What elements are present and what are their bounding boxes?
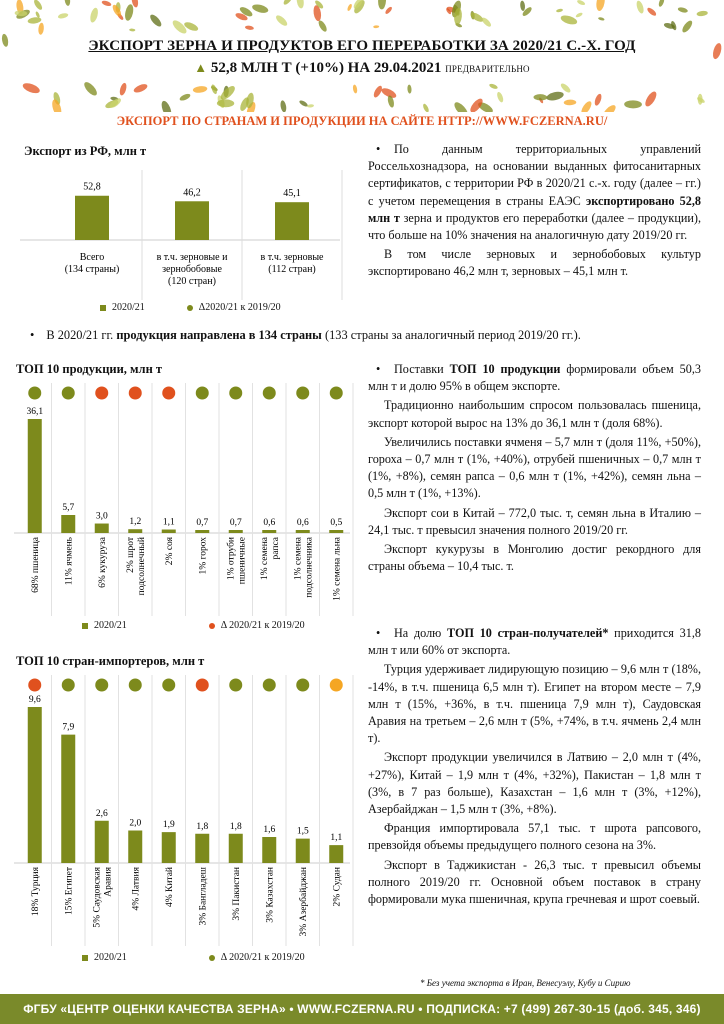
- delta-dot: [95, 387, 108, 400]
- legend-square-icon: [82, 623, 88, 629]
- legend-dot-icon: [209, 955, 215, 961]
- leaf-shape: [575, 12, 583, 18]
- leaf-shape: [64, 0, 71, 6]
- legend-item: 2020/21: [94, 952, 127, 963]
- paragraph-bold: экспортировано 52,8 млн т: [368, 193, 701, 225]
- text-block-1: [368, 141, 701, 283]
- leaf-shape: [564, 99, 577, 105]
- triangle-up-icon: ▲: [194, 60, 208, 75]
- line-text: В 2020/21 гг.: [46, 328, 117, 342]
- paragraph: Турция удерживает лидирующую позицию – 9,6 млн т (18%, -14%, в т.ч. пшеница 6,5 млн т). Египет на втором месте – 7,9 млн т (15%, +36%, в т.ч. пшеница 7,9 млн т), Саудовская Аравия на третьем – 2,6 млн т (5%, +74%, в т.ч. ячмень 2,4 млн т).: [368, 662, 701, 746]
- bar-value-label: 1,8: [196, 821, 209, 832]
- bar-value-label: 36,1: [26, 407, 44, 417]
- leaf-shape: [452, 100, 470, 112]
- bar: [61, 735, 75, 863]
- leaf-shape: [296, 0, 305, 9]
- leaf-shape: [646, 6, 657, 17]
- category-label: 3% Азербайджан: [298, 867, 309, 937]
- bar: [229, 530, 243, 533]
- leaf-shape: [307, 104, 314, 108]
- legend-item: 2020/21: [94, 620, 127, 631]
- leaf-shape: [496, 91, 505, 103]
- bar: [329, 845, 343, 863]
- paragraph: Увеличились поставки ячменя – 5,7 млн т (доля 11%, +50%), гороха – 0,7 млн т (1%, +40%), отрубей пшеничных – 0,7 млн т (1%, +8%), семян рапса – 0,6 млн т (1%, +42%), семян льна – 0,5 млн т (1%, +13%).: [368, 434, 701, 501]
- subtitle-note: ПРЕДВАРИТЕЛЬНО: [445, 64, 530, 74]
- leaf-shape: [274, 14, 289, 28]
- bar-value-label: 1,8: [229, 821, 242, 832]
- leaf-shape: [593, 93, 602, 106]
- leaf-shape: [27, 16, 41, 24]
- bar: [95, 821, 109, 863]
- leaf-shape: [352, 84, 358, 93]
- site-link-line[interactable]: ЭКСПОРТ ПО СТРАНАМ И ПРОДУКЦИИ НА САЙТЕ HTTP://WWW.FCZERNA.RU/: [116, 114, 608, 128]
- category-label: 1% отруби: [226, 537, 237, 581]
- paragraph-text: зерна и продуктов его переработки (далее – продукции), что больше на 10% значения на аналогичную дату 2019/20 гг.: [368, 210, 701, 243]
- paragraph-text: Поставки: [394, 362, 450, 376]
- leaf-shape: [635, 0, 645, 14]
- bar: [195, 834, 209, 863]
- bar-value-label: 0,7: [196, 518, 209, 528]
- legend-item: 2020/21: [112, 302, 145, 313]
- bar-value-label: 46,2: [183, 187, 201, 199]
- category-label: 4% Латвия: [131, 867, 142, 911]
- leaf-shape: [101, 0, 112, 7]
- category-label: 1% семена льна: [332, 537, 343, 601]
- category-label: 15% Египет: [64, 867, 75, 916]
- line-text: (133 страны за аналогичный период 2019/20 гг.).: [321, 328, 581, 342]
- category-label: 3% Казахстан: [265, 867, 276, 923]
- chart2-legend: [82, 620, 305, 631]
- bar: [262, 837, 276, 863]
- chart1-title: Экспорт из РФ, млн т: [24, 144, 147, 158]
- category-label: 68% пшеница: [30, 537, 41, 593]
- bar: [75, 196, 109, 240]
- header: [0, 38, 724, 77]
- leaf-shape: [82, 80, 99, 97]
- leaf-shape: [347, 3, 353, 11]
- bar-value-label: 0,5: [330, 518, 343, 528]
- subtitle-main: 52,8 МЛН Т (+10%) НА 29.04.2021: [210, 60, 442, 76]
- category-label: (134 страны): [64, 264, 120, 275]
- bar: [329, 530, 343, 533]
- category-label: 5% Саудовская: [92, 867, 103, 928]
- leaf-shape: [598, 17, 605, 21]
- chart3-title: ТОП 10 стран-импортеров, млн т: [16, 654, 205, 668]
- leaf-shape: [119, 82, 128, 96]
- legend-item: Δ 2020/21 к 2019/20: [220, 952, 305, 963]
- leaf-shape: [601, 103, 618, 112]
- paragraph-text: По данным территориальных управлений Россельхознадзора, на основании выданных фитосанитарных сертификатов, с территории РФ в 2020/21 с.-х. году (далее – гг.) с учетом перемещения в страны ЕАЭС: [368, 142, 701, 208]
- leaf-shape: [624, 100, 642, 108]
- leaf-shape: [681, 19, 694, 34]
- leaf-shape: [148, 13, 163, 29]
- paragraph-bold: ТОП 10 продукции: [449, 362, 561, 376]
- bar: [275, 202, 309, 240]
- bar-value-label: 0,6: [296, 518, 309, 528]
- leaf-shape: [89, 7, 99, 23]
- leaf-shape: [21, 81, 41, 95]
- delta-dot: [263, 679, 276, 692]
- leaf-shape: [560, 14, 579, 26]
- category-label: 1% семена: [293, 537, 304, 581]
- category-label: зернобобовые: [162, 264, 222, 275]
- leaf-shape: [373, 25, 379, 28]
- bar: [61, 515, 75, 533]
- category-label: 4% Китай: [164, 867, 175, 908]
- bar-value-label: 1,5: [296, 826, 309, 837]
- leaf-shape: [533, 94, 547, 101]
- paragraph: Традиционно наибольшим спросом пользовалась пшеница, экспорт которой вырос на 13% до 36,1 млн т (доля 68%).: [368, 398, 701, 430]
- delta-dot: [196, 387, 209, 400]
- leaf-shape: [576, 0, 585, 6]
- bar-value-label: 45,1: [283, 188, 301, 200]
- category-label: пшеничные: [237, 537, 248, 585]
- delta-dot: [129, 387, 142, 400]
- bar-value-label: 3,0: [95, 511, 108, 522]
- leaf-shape: [546, 90, 565, 102]
- category-label: 1% семена: [259, 537, 270, 581]
- leaf-shape: [378, 0, 387, 10]
- category-label: 2% Судан: [332, 867, 343, 907]
- bar-value-label: 52,8: [83, 181, 101, 193]
- bar: [229, 834, 243, 863]
- paragraph-text: приходится 31,8 млн т или 60% от экспорта.: [368, 626, 701, 658]
- leaf-shape: [696, 10, 708, 17]
- bar-value-label: 1,6: [263, 825, 276, 835]
- bar-value-label: 1,1: [162, 517, 175, 528]
- leaf-shape: [192, 85, 207, 93]
- bar: [296, 530, 310, 533]
- paragraph: Экспорт кукурузы в Монголию достиг рекордного для страны объема – 10,4 тыс. т.: [368, 542, 701, 574]
- leaf-shape: [384, 6, 393, 15]
- bar-value-label: 2,0: [129, 818, 142, 829]
- leaf-shape: [520, 0, 526, 11]
- leaf-shape: [556, 8, 563, 13]
- leaf-shape: [407, 84, 412, 93]
- delta-dot: [296, 387, 309, 400]
- chart-top10-importers: [10, 670, 360, 946]
- delta-dot: [229, 679, 242, 692]
- leaf-shape: [658, 0, 666, 7]
- bar: [296, 839, 310, 863]
- delta-dot: [196, 679, 209, 692]
- legend-item: Δ 2020/21 к 2019/20: [220, 620, 305, 631]
- legend-square-icon: [100, 305, 106, 311]
- leaf-shape: [124, 4, 135, 22]
- category-label: 2% соя: [164, 537, 175, 566]
- category-label: 11% ячмень: [64, 537, 75, 586]
- paragraph: Экспорт продукции увеличился в Латвию – 2,0 млн т (4%, +27%), Китай – 1,9 млн т (4%, +32%), Пакистан – 1,8 млн т (3%, в 7 раз больше), Казахстан – 1,6 млн т (3%, +12%), Азербайджан – 1,5 млн т (3%, +8%).: [368, 750, 701, 817]
- bar-value-label: 1,9: [162, 820, 175, 831]
- footer[interactable]: ФГБУ «ЦЕНТР ОЦЕНКИ КАЧЕСТВА ЗЕРНА» • WWW.FCZERNA.RU • ПОДПИСКА: +7 (499) 267-30-15 (доб. 345, 346): [0, 994, 724, 1024]
- paragraph: В том числе зерновых и зернобобовых культур экспортировано 46,2 млн т, зерновых – 45,1 млн т.: [368, 247, 701, 279]
- chart-top10-products: [10, 378, 360, 616]
- paragraph: Экспорт сои в Китай – 772,0 тыс. т, семян льна в Италию – 24,1 тыс. т превысил значения полного 2019/20 гг.: [368, 505, 701, 537]
- bar: [175, 201, 209, 240]
- bar: [162, 530, 176, 533]
- paragraph-text: На долю: [394, 626, 448, 640]
- bar-value-label: 0,6: [263, 518, 276, 528]
- leaf-shape: [50, 98, 63, 112]
- paragraph: Экспорт в Таджикистан - 26,3 тыс. т превысил объемы полного 2019/20 гг. Основной объем поставок в страну формировали мука пшеничная, крупа гречневая и шрот соевый.: [368, 857, 701, 907]
- delta-dot: [28, 387, 41, 400]
- category-label: 3% Пакистан: [231, 867, 242, 921]
- bar-value-label: 9,6: [28, 695, 41, 705]
- bar: [28, 419, 42, 533]
- delta-dot: [129, 679, 142, 692]
- chart3-legend: [82, 952, 305, 963]
- delta-dot: [62, 387, 75, 400]
- leaf-shape: [217, 99, 234, 107]
- leaf-shape: [280, 100, 287, 112]
- chart-export: [10, 160, 355, 302]
- paragraph-text: формировали объем 50,3 млн т и долю 95% в общем экспорте.: [368, 362, 701, 394]
- delta-dot: [296, 679, 309, 692]
- page-subtitle: [0, 60, 724, 77]
- leaf-shape: [643, 90, 658, 108]
- category-label: Всего: [79, 252, 105, 263]
- bar: [195, 530, 209, 533]
- category-label: 6% кукуруза: [97, 537, 108, 588]
- bar: [95, 524, 109, 533]
- legend-dot-icon: [187, 305, 193, 311]
- category-label: (120 стран): [168, 276, 216, 287]
- delta-dot: [330, 679, 343, 692]
- delta-dot: [62, 679, 75, 692]
- category-label: 2% шрот: [125, 537, 136, 573]
- bar: [162, 832, 176, 863]
- page-title: ЭКСПОРТ ЗЕРНА И ПРОДУКТОВ ЕГО ПЕРЕРАБОТКИ ЗА 2020/21 С.-Х. ГОД: [88, 38, 636, 54]
- bar-value-label: 5,7: [62, 503, 75, 513]
- delta-dot: [229, 387, 242, 400]
- legend-dot-icon: [209, 623, 215, 629]
- leaf-shape: [179, 92, 192, 101]
- bar-value-label: 0,7: [229, 518, 242, 528]
- chart2-title: ТОП 10 продукции, млн т: [16, 362, 163, 376]
- leaf-shape: [489, 83, 499, 90]
- delta-dot: [162, 387, 175, 400]
- bar-value-label: 7,9: [62, 722, 75, 733]
- leaf-shape: [129, 28, 135, 31]
- delta-dot: [95, 679, 108, 692]
- category-label: подсолнечный: [136, 537, 147, 596]
- leaf-shape: [57, 12, 68, 19]
- leaf-shape: [38, 23, 45, 35]
- bar: [28, 707, 42, 863]
- delta-dot: [162, 679, 175, 692]
- category-label: 18% Турция: [30, 867, 41, 917]
- legend-item: Δ2020/21 к 2019/20: [198, 302, 281, 313]
- leaf-shape: [595, 0, 606, 12]
- leaf-shape: [245, 25, 254, 30]
- delta-dot: [28, 679, 41, 692]
- paragraph: Франция импортировала 57,1 тыс. т шрота рапсового, превзойдя объемы предыдущего полного сезона на 3%.: [368, 821, 701, 853]
- chart1-legend: [100, 302, 281, 313]
- leaf-shape: [282, 0, 293, 6]
- bar: [128, 831, 142, 864]
- delta-dot: [330, 387, 343, 400]
- text-block-2: [368, 361, 701, 577]
- leaf-shape: [133, 82, 149, 94]
- category-label: 1% горох: [198, 537, 209, 575]
- leaf-shape: [160, 100, 174, 112]
- text-block-3: [368, 625, 701, 910]
- leaf-shape: [33, 0, 44, 11]
- bar: [128, 529, 142, 533]
- category-label: в т.ч. зерновые: [260, 252, 324, 263]
- leaf-shape: [251, 3, 269, 14]
- category-label: в т.ч. зерновые и: [156, 252, 228, 263]
- leaf-shape: [677, 6, 688, 13]
- bar-value-label: 2,6: [95, 808, 108, 819]
- paragraph-bold: ТОП 10 стран-получателей*: [447, 626, 609, 640]
- legend-square-icon: [82, 955, 88, 961]
- category-label: рапса: [270, 537, 281, 560]
- bar-value-label: 1,1: [330, 833, 343, 844]
- category-label: 3% Бангладеш: [198, 867, 209, 926]
- leaf-shape: [422, 103, 430, 112]
- leaf-shape: [317, 19, 328, 33]
- category-label: Аравия: [103, 867, 114, 897]
- bar: [262, 530, 276, 533]
- footnote: * Без учета экспорта в Иран, Венесуэлу, Кубу и Сирию: [420, 978, 631, 988]
- delta-dot: [263, 387, 276, 400]
- countries-line: [30, 328, 581, 343]
- category-label: подсолнечника: [304, 537, 315, 598]
- bar-value-label: 1,2: [129, 517, 142, 528]
- line-bold: продукция направлена в 134 страны: [116, 328, 322, 342]
- category-label: (112 стран): [268, 264, 316, 275]
- leaf-shape: [579, 100, 593, 112]
